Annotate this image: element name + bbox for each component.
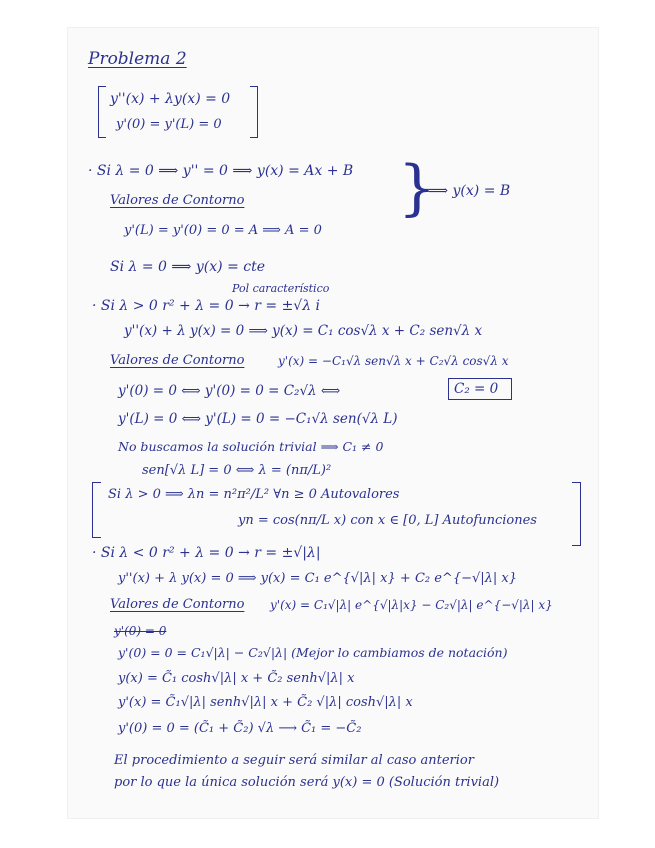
case-pos-line-3: y'(x) = −C₁√λ sen√λ x + C₂√λ cos√λ x <box>278 354 509 368</box>
case-zero-brace: } <box>398 153 437 223</box>
page-title: Problema 2 <box>88 49 187 69</box>
case-zero-result: ⟹ y(x) = B <box>428 183 511 199</box>
case-neg-line-3: y'(x) = C₁√|λ| e^{√|λ|x} − C₂√|λ| e^{−√|λ| x} <box>270 598 553 612</box>
struck-line: y'(0) = 0 <box>114 624 167 638</box>
system-bracket-left <box>98 86 106 138</box>
case-neg-line-2: y''(x) + λ y(x) = 0 ⟹ y(x) = C₁ e^{√|λ| x} + C₂ e^{−√|λ| x} <box>118 571 518 586</box>
case-zero-bc-label: Valores de Contorno <box>110 193 245 208</box>
autovalues-bracket-left <box>92 482 101 538</box>
case-zero-line-1: · Si λ = 0 ⟹ y'' = 0 ⟹ y(x) = Ax + B <box>88 163 354 179</box>
conclusion-line-2: por lo que la única solución será y(x) = 0 (Solución trivial) <box>114 775 500 790</box>
case-pos-line-7: sen[√λ L] = 0 ⟺ λ = (nπ/L)² <box>142 463 332 478</box>
system-bracket-right <box>250 86 258 138</box>
case-zero-line-3: Si λ = 0 ⟹ y(x) = cte <box>110 259 266 275</box>
system-eq-2: y'(0) = y'(L) = 0 <box>116 117 222 132</box>
autovalues-line: Si λ > 0 ⟹ λn = n²π²/L² ∀n ≥ 0 Autovalores <box>108 487 400 502</box>
case-neg-line-6: y'(x) = C̃₁√|λ| senh√|λ| x + C̃₂ √|λ| cosh√|λ| x <box>118 695 413 710</box>
case-neg-line-7: y'(0) = 0 = (C̃₁ + C̃₂) √λ ⟶ C̃₁ = −C̃₂ <box>118 721 362 736</box>
autofunctions-line: yn = cos(nπ/L x) con x ∈ [0, L] Autofunciones <box>238 513 537 528</box>
case-neg-bc-label: Valores de Contorno <box>110 597 245 612</box>
case-zero-line-2: y'(L) = y'(0) = 0 = A ⟹ A = 0 <box>124 223 322 238</box>
case-pos-line-4: y'(0) = 0 ⟺ y'(0) = 0 = C₂√λ ⟺ <box>118 383 341 399</box>
case-pos-bc-label: Valores de Contorno <box>110 353 245 368</box>
case-neg-line-4: y'(0) = 0 = C₁√|λ| − C₂√|λ| (Mejor lo cambiamos de notación) <box>118 645 508 660</box>
case-pos-note: Pol característico <box>232 282 330 295</box>
conclusion-line-1: El procedimiento a seguir será similar al caso anterior <box>114 753 474 768</box>
case-pos-line-1: · Si λ > 0 r² + λ = 0 → r = ±√λ i <box>92 298 321 314</box>
case-pos-line-2: y''(x) + λ y(x) = 0 ⟹ y(x) = C₁ cos√λ x + C₂ sen√λ x <box>124 323 483 339</box>
case-neg-line-1: · Si λ < 0 r² + λ = 0 → r = ±√|λ| <box>92 545 321 561</box>
case-pos-line-5: y'(L) = 0 ⟺ y'(L) = 0 = −C₁√λ sen(√λ L) <box>118 411 398 427</box>
case-neg-line-5: y(x) = C̃₁ cosh√|λ| x + C̃₂ senh√|λ| x <box>118 671 355 686</box>
autovalues-bracket-right <box>572 482 581 546</box>
system-eq-1: y''(x) + λy(x) = 0 <box>110 91 231 107</box>
case-pos-line-6: No buscamos la solución trivial ⟹ C₁ ≠ 0 <box>118 439 384 454</box>
c2-result: C₂ = 0 <box>454 381 499 397</box>
